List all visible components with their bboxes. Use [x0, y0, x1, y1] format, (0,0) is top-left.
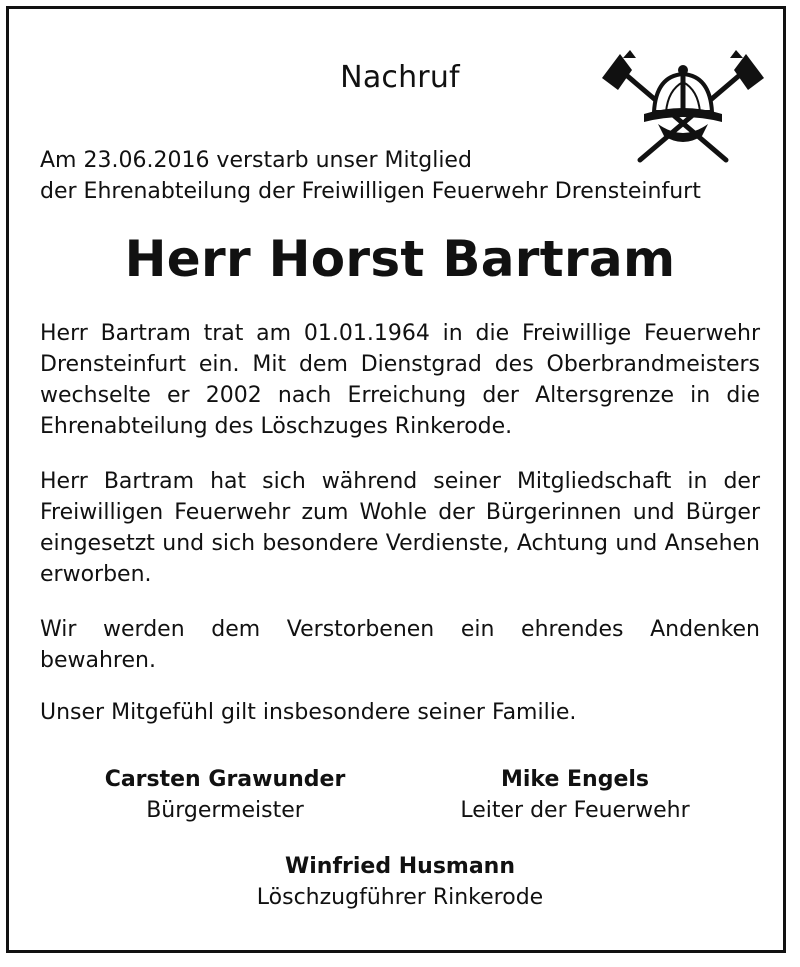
signatory-fire-chief [425, 764, 725, 826]
signatory-platoon-leader [200, 851, 600, 913]
signatory-mayor [75, 764, 375, 826]
paragraph-merits: Herr Bartram hat sich während seiner Mitgliedschaft in der Freiwilligen Feuerwehr zum Wohle der Bürgerinnen und Bürger eingesetzt und sich besondere Verdienste, Achtung und Ansehen erworben. [40, 469, 760, 587]
signatory-name: Mike Engels [500, 767, 650, 792]
signatory-role: Löschzugführer Rinkerode [256, 885, 544, 910]
deceased-name: Herr Horst Bartram [124, 230, 676, 288]
signatory-role: Bürgermeister [146, 798, 304, 823]
signatory-name: Winfried Husmann [284, 854, 516, 879]
paragraph-career: Herr Bartram trat am 01.01.1964 in die Freiwillige Feuerwehr Drensteinfurt ein. Mit dem Dienstgrad des Oberbrandmeisters wechselte er 2002 nach Erreichung der Altersgrenze in die Ehrenabteilung des Löschzuges Rinkerode. [40, 321, 760, 439]
notice-heading: Nachruf [340, 60, 460, 95]
signatory-role: Leiter der Feuerwehr [460, 798, 690, 823]
paragraph-remembrance: Wir werden dem Verstorbenen ein ehrendes Andenken bewahren. [40, 617, 760, 673]
paragraph-condolence: Unser Mitgefühl gilt insbesondere seiner Familie. [40, 700, 577, 725]
intro-text [40, 145, 701, 207]
intro-line: Am 23.06.2016 verstarb unser Mitglied [40, 148, 472, 173]
intro-line: der Ehrenabteilung der Freiwilligen Feuerwehr Drensteinfurt [40, 179, 701, 204]
signatory-name: Carsten Grawunder [104, 767, 346, 792]
